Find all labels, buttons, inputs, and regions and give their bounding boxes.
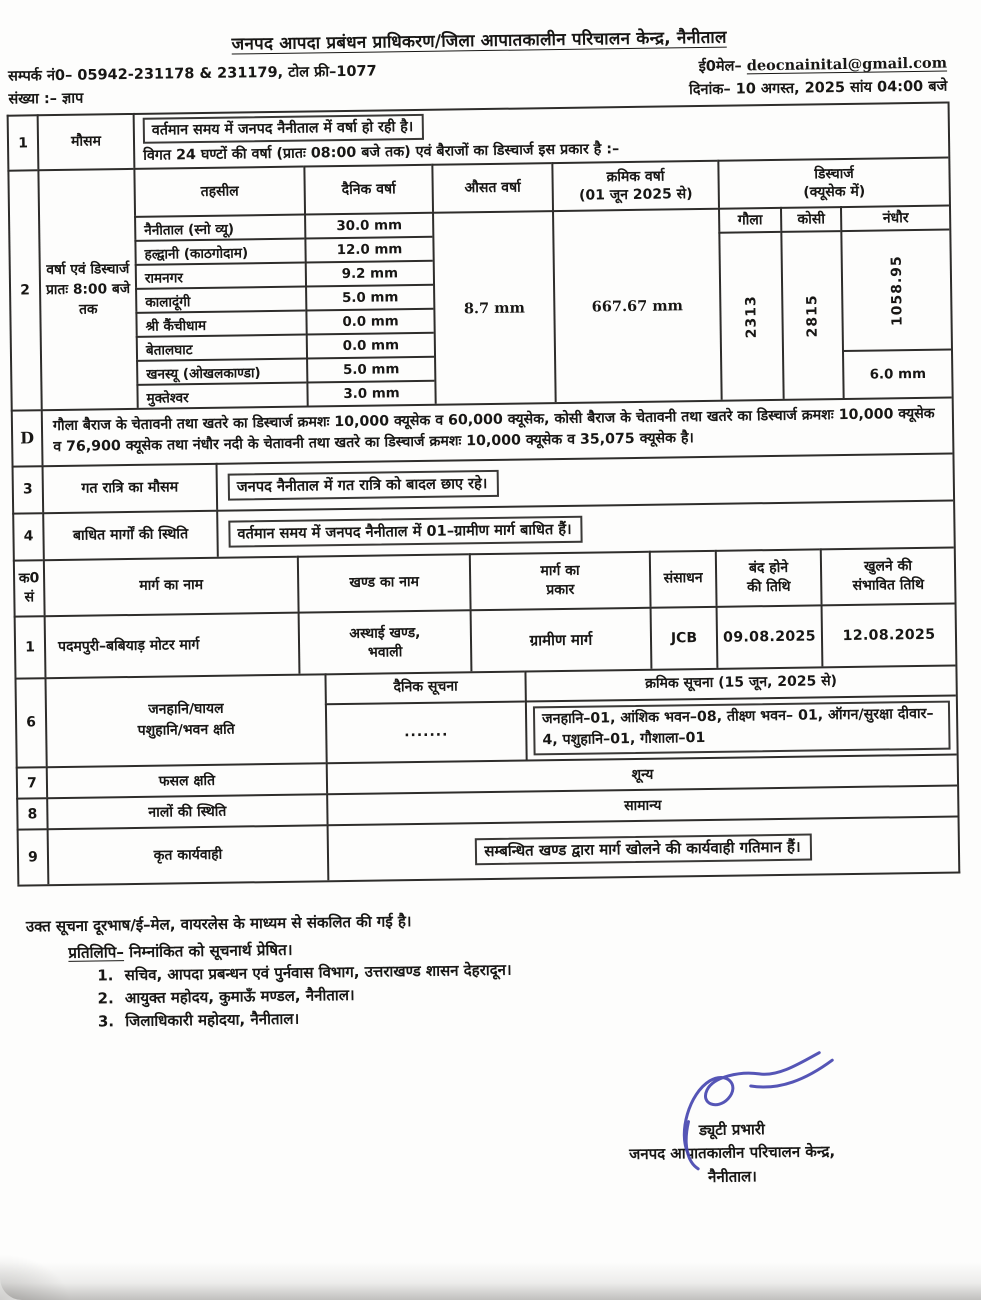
road-header-resource: संसाधन [649, 549, 716, 606]
road-type: ग्रामीण मार्ग [470, 606, 651, 671]
nandhaur-discharge-number: 1058.95 [888, 254, 906, 326]
row8-label: नालों की स्थिति [46, 793, 326, 828]
cumulative-rain-value: 667.67 mm [552, 208, 721, 402]
barrage-warning-text: गौला बैराज के चेतावनी तथा खतरे का डिस्चार्ज क्रमशः 10,000 क्यूसेक व 60,000 क्यूसेक, कोसी बैराज के चेतावनी तथा खतरे का डिस्चार्ज क्रमशः 10,000 क्यूसेक व 76,900 क्यूसेक तथा नंधौर नदी के चेतावनी तथा खतरे का डिस्चार्ज क्रमशः 10,000 क्यूसेक व 35,075 क्यूसेक है। [41, 397, 953, 465]
memo-number: संख्या :– ज्ञाप [8, 90, 84, 108]
subheader-kosi: कोसी [780, 206, 840, 231]
row9-content [327, 816, 959, 881]
row8-content: सामान्य [326, 785, 957, 825]
rain-value: 5.0 mm [305, 284, 433, 310]
road-header-open-date: खुलने की संभावित तिथि [820, 546, 955, 604]
row3-label: गत रात्रि का मौसम [42, 462, 217, 511]
row9-serial: 9 [17, 828, 48, 884]
gaula-discharge-value [718, 231, 782, 400]
road-header-closed-date: बंद होने की तिथि [715, 548, 821, 605]
tehsil-name: श्री कैंचीधाम [135, 310, 305, 336]
row6-serial: 6 [14, 677, 45, 767]
row-weather-label: मौसम [37, 113, 134, 169]
scan-bottom-edge [0, 1262, 981, 1300]
kosi-discharge-value [780, 230, 842, 399]
row7-label: फसल क्षति [46, 762, 326, 797]
road-row-serial: 1 [14, 615, 45, 677]
row4-serial: 4 [12, 512, 43, 559]
rainfall-table [133, 157, 951, 408]
copy-rest: निम्नांकित को सूचनार्थ प्रेषित। [123, 940, 293, 962]
signatory-place: नैनीताल। [707, 1167, 758, 1186]
daily-info-header: दैनिक सूचना [324, 670, 524, 703]
tehsil-name: हल्द्वानी (काठगोदाम) [134, 238, 304, 264]
subheader-gaula: गौला [718, 207, 780, 232]
document-header [6, 21, 954, 108]
blocked-roads-text [228, 515, 582, 547]
weather-current-line: वर्तमान समय में जनपद नैनीताल में वर्षा हो रही है। [143, 114, 425, 144]
row9-label: कृत कार्यवाही [47, 824, 328, 884]
page-title: जनपद आपदा प्रबंधन प्राधिकरण/जिला आपातकालीन परिचालन केन्द्र, नैनीताल [231, 27, 727, 55]
col-header-average-rain: औसत वर्षा [431, 162, 552, 212]
tehsil-name: रामनगर [135, 262, 305, 288]
recipient-item: 3. जिलाधिकारी महोदया, नैनीताल। [119, 1000, 966, 1032]
email-line [699, 53, 948, 76]
cumulative-info-text: जनहानि–01, आंशिक भवन–08, तीक्ष्ण भवन– 01, ऑगन/सुरक्षा दीवार–4, पशुहानि–01, गौशाला–01 [533, 700, 951, 755]
row6-label: जनहानि/घायल पशुहानि/भवन क्षति [44, 673, 325, 766]
road-header-name: मार्ग का नाम [43, 555, 298, 615]
weather-intro-line: विगत 24 घण्टों की वर्षा (प्रातः 08:00 बजे तक) एवं बैराजों का डिस्चार्ज इस प्रकार है :– [143, 141, 620, 164]
rain-value: 12.0 mm [304, 236, 432, 262]
row8-serial: 8 [16, 797, 46, 828]
tehsil-name: कालादूंगी [135, 286, 305, 312]
document-footer [22, 904, 967, 1033]
row6-values [325, 694, 957, 762]
action-taken-text: सम्बन्धित खण्ड द्वारा मार्ग खोलने की कार्यवाही गतिमान हैं। [475, 833, 812, 865]
subheader-nandhaur: नंधौर [840, 205, 949, 231]
road-closed-date: 09.08.2025 [716, 604, 822, 667]
road-header-division: खण्ड का नाम [297, 553, 470, 611]
daily-info-dots: ....... [404, 723, 449, 741]
row-rainfall-discharge [7, 157, 951, 410]
tehsil-name: खनस्यू (ओखलकाण्डा) [136, 358, 306, 384]
rain-value: 30.0 mm [304, 212, 432, 238]
rain-value: 0.0 mm [306, 332, 434, 358]
blocked-roads-pre: वर्तमान समय में जनपद नैनीताल में [237, 522, 427, 543]
daily-info-value [325, 700, 526, 762]
main-report-table [7, 102, 961, 887]
row-casualties [14, 664, 956, 767]
row4-label: बाधित मार्गों की स्थिति [42, 509, 217, 558]
row6-right-area [324, 664, 956, 762]
recipient-item: 2. आयुक्त महोदय, कुमाऊँ मण्डल, नैनीताल। [119, 977, 966, 1009]
road-division: अस्थाई खण्ड, भवाली [298, 609, 471, 673]
contact-number: सम्पर्क नं0– 05942-231178 & 231179, टोल फ्री–1077 [7, 63, 377, 85]
row-rainfall-label: वर्षा एवं डिस्चार्ज प्रातः 8:00 बजे तक [37, 168, 136, 409]
blocked-roads-post: बाधित हैं। [514, 520, 572, 539]
signatory-title: ड्यूटी प्रभारी [698, 1120, 765, 1140]
road-name: पदमपुरी–बबियाड़ मोटर मार्ग [44, 611, 299, 677]
nandhaur-discharge-value [840, 229, 951, 351]
scan-corner-shadow [0, 1254, 70, 1300]
col-header-daily-rain: दैनिक वर्षा [303, 164, 432, 214]
compilation-note: उक्त सूचना दूरभाष/ई–मेल, वायरलेस के माध्यम से संकलित की गई है। [25, 912, 412, 936]
rain-value: 0.0 mm [305, 308, 433, 334]
copy-label: प्रतिलिपि– [68, 943, 125, 963]
row-action-taken [17, 816, 959, 885]
row-barrage-serial: D [11, 409, 42, 465]
email-address: deocnainital@gmail.com [746, 54, 948, 75]
handwritten-signature [648, 1044, 850, 1178]
signatory-org: जनपद आपातकालीन परिचालन केन्द्र, [629, 1142, 836, 1164]
cumulative-info-header: क्रमिक सूचना (15 जून, 2025 से) [524, 664, 955, 700]
road-header-type: मार्ग का प्रकार [469, 550, 650, 609]
row3-serial: 3 [12, 465, 43, 512]
gaula-discharge-number: 2313 [743, 294, 760, 338]
row-weather-serial: 1 [7, 114, 38, 169]
col-header-discharge: डिस्चार्ज (क्यूसेक में) [717, 157, 949, 208]
date-line: दिनांक– 10 अगस्त, 2025 सांय 04:00 बजे [688, 78, 948, 99]
rain-value: 5.0 mm [306, 356, 434, 382]
row7-serial: 7 [16, 766, 46, 797]
col-header-tehsil: तहसील [133, 166, 304, 216]
road-open-date: 12.08.2025 [821, 602, 956, 666]
tehsil-name: मुक्तेश्वर [136, 382, 306, 408]
tehsil-name: बेतालघाट [136, 334, 306, 360]
row7-content: शून्य [326, 754, 957, 794]
last-night-weather-text: जनपद नैनीताल में गत रात्रि को बादल छाए रहे। [228, 469, 499, 500]
kosi-discharge-number: 2815 [804, 293, 821, 338]
row-rainfall-serial: 2 [7, 169, 40, 409]
average-rain-value: 8.7 mm [432, 210, 555, 404]
tehsil-name: नैनीताल (स्नो व्यू) [134, 214, 304, 240]
nandhaur-extra-value: 6.0 mm [842, 349, 952, 399]
signature-block [562, 1116, 903, 1190]
road-resource: JCB [650, 605, 717, 668]
email-label: ई0मेल– [698, 58, 742, 76]
recipient-list [119, 954, 967, 1032]
recipient-item: 1. सचिव, आपदा प्रबन्धन एवं पुर्नवास विभाग, उत्तराखण्ड शासन देहरादून। [119, 954, 966, 986]
col-header-cumulative-rain: क्रमिक वर्षा (01 जून 2025 से) [551, 160, 718, 210]
blocked-roads-count: 01–ग्रामीण मार्ग [426, 521, 516, 540]
road-header-serial: क0 सं [13, 559, 44, 615]
rain-value: 9.2 mm [305, 260, 433, 286]
rain-value: 3.0 mm [306, 380, 434, 406]
cumulative-info-value [525, 694, 957, 760]
